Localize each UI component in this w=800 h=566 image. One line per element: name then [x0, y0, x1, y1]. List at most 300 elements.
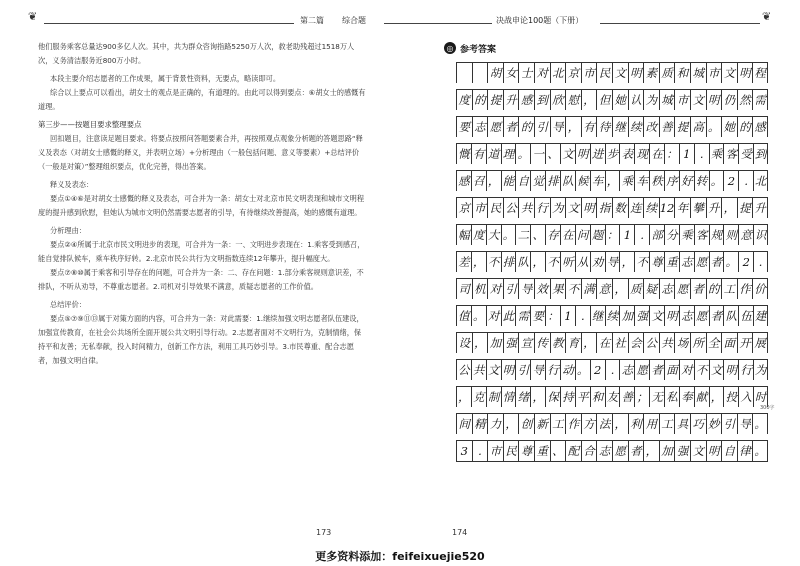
grid-cell: 表: [619, 144, 634, 164]
grid-cell: 提: [487, 90, 503, 110]
grid-cell: 提: [674, 117, 690, 137]
grid-cell: 欣: [550, 90, 566, 110]
grid-cell: 部: [649, 225, 664, 245]
grid-cell: 巧: [690, 414, 706, 434]
grid-cell: 连: [628, 198, 644, 218]
grid-cell: 到: [534, 90, 550, 110]
grid-cell: 的: [706, 279, 722, 299]
grid-cell: 奉: [679, 387, 694, 407]
grid-cell: 3: [456, 441, 472, 461]
grid-cell: 为: [550, 198, 566, 218]
grid-cell: 、: [545, 144, 560, 164]
ornament-left-icon: ❦: [28, 10, 38, 23]
promo-footer: 更多资料添加：feifeixuejie520: [315, 550, 485, 563]
grid-cell: 能: [501, 171, 516, 191]
grid-cell: 利: [628, 414, 644, 434]
grid-cell: 则: [723, 225, 738, 245]
grid-cell: 分: [664, 225, 679, 245]
grid-cell: 加: [487, 333, 503, 353]
grid-cell: 投: [723, 387, 738, 407]
grid-cell: 度: [456, 90, 472, 110]
grid-row: [456, 332, 768, 353]
grid-cell: 。: [723, 252, 738, 272]
grid-cell: 具: [674, 414, 690, 434]
grid-cell: 进: [590, 144, 605, 164]
grid-cell: 无: [649, 387, 664, 407]
grid-cell: 友: [605, 387, 620, 407]
grid-cell: ：: [664, 144, 679, 164]
grid-cell: 需: [752, 90, 768, 110]
grid-row: [456, 251, 768, 272]
grid-cell: 克: [471, 387, 486, 407]
grid-row: [456, 305, 768, 326]
grid-cell: 明: [581, 198, 597, 218]
grid-cell: 强: [674, 441, 690, 461]
grid-cell: 志: [679, 252, 694, 272]
grid-cell: 强: [634, 306, 649, 326]
grid-cell: 愿: [487, 117, 503, 137]
grid-cell: 疑: [643, 279, 659, 299]
grid-cell: 设: [456, 333, 472, 353]
grid-cell: 序: [664, 171, 679, 191]
grid-cell: 果: [550, 279, 566, 299]
grid-cell: 她: [612, 90, 628, 110]
grid-cell: 育: [565, 333, 581, 353]
grid-cell: 认: [628, 90, 644, 110]
grid-cell: 12: [659, 198, 675, 218]
grid-cell: 场: [674, 333, 690, 353]
grid-cell: 继: [612, 117, 628, 137]
grid-cell: 一: [530, 144, 545, 164]
section-interpretation-text: 要点①④⑥是对胡女士感慨的释义及表态，可合并为一条：胡女士对北京市民文明表现和城市文明程度的提升感到欣慰，但她认为城市文明仍然需要志愿者的引导，有待继续改善提高，她的感慨有道理。: [38, 194, 365, 217]
grid-cell: 感: [518, 90, 534, 110]
header-book-title: 决战申论100题（下册）: [496, 16, 584, 25]
grid-cell: 2: [723, 171, 738, 191]
grid-cell: 愿: [694, 252, 709, 272]
grid-cell: 保: [545, 387, 560, 407]
grid-cell: 京: [456, 198, 472, 218]
grid-cell: 平: [575, 387, 590, 407]
grid-cell: 车: [634, 171, 649, 191]
header-rule-right: [600, 23, 760, 24]
grid-cell: 但: [596, 90, 612, 110]
grid-cell: 觉: [530, 171, 545, 191]
grid-cell: 公: [503, 198, 519, 218]
grid-row: [456, 386, 768, 407]
grid-cell: 传: [534, 333, 550, 353]
grid-cell: 市: [706, 63, 722, 83]
grid-cell: 乘: [709, 144, 724, 164]
grid-cell: 者: [709, 252, 724, 272]
grid-cell: 不: [486, 252, 501, 272]
grid-cell: 不: [634, 252, 649, 272]
grid-cell: 明: [664, 306, 679, 326]
grid-cell: 入: [738, 387, 753, 407]
grid-cell: 要: [530, 306, 545, 326]
grid-cell: 升: [503, 90, 519, 110]
grid-cell: 北: [550, 63, 566, 83]
header-section-title: 综合题: [342, 16, 366, 25]
grid-cell: 制: [486, 387, 501, 407]
grid-cell: 满: [581, 279, 597, 299]
grid-cell: 排: [501, 252, 516, 272]
grid-cell: 乘: [619, 171, 634, 191]
grid-cell: 市: [487, 441, 503, 461]
grid-cell: 继: [590, 306, 605, 326]
grid-cell: 价: [752, 279, 768, 299]
grid-cell: 展: [752, 333, 768, 353]
answer-badge-icon: ◎: [444, 42, 456, 54]
grid-cell: 转: [694, 171, 709, 191]
grid-cell: 工: [659, 414, 675, 434]
grid-cell: 秩: [649, 171, 664, 191]
grid-cell: 对: [486, 306, 501, 326]
grid-cell: 1: [560, 306, 575, 326]
grid-cell: 规: [709, 225, 724, 245]
grid-cell: 续: [628, 117, 644, 137]
grid-cell: ：: [545, 306, 560, 326]
grid-cell: ，: [619, 252, 634, 272]
grid-cell: 乘: [679, 225, 694, 245]
grid-cell: 好: [679, 171, 694, 191]
grid-cell: 。: [501, 225, 516, 245]
grid-cell: 度: [471, 225, 486, 245]
grid-cell: 值: [456, 306, 471, 326]
grid-cell: 所: [690, 333, 706, 353]
grid-cell: 力: [487, 414, 503, 434]
grid-cell: 建: [753, 306, 768, 326]
grid-cell: 明: [575, 144, 590, 164]
grid-cell: .: [694, 144, 709, 164]
grid-word-count: 300字: [760, 405, 775, 411]
grid-cell: 到: [753, 144, 768, 164]
grid-cell: ：: [605, 225, 620, 245]
grid-row: [456, 197, 768, 218]
grid-cell: 质: [659, 63, 675, 83]
grid-cell: 会: [628, 333, 644, 353]
grid-cell: 面: [721, 333, 737, 353]
grid-cell: 的: [737, 117, 753, 137]
grid-cell: 共: [518, 198, 534, 218]
grid-cell: 提: [737, 198, 753, 218]
section-interpretation-label: 释义及表态：: [50, 180, 94, 189]
grid-cell: ，: [530, 387, 545, 407]
grid-cell: 志: [472, 117, 488, 137]
grid-cell: 队: [515, 252, 530, 272]
grid-cell: 导: [737, 414, 753, 434]
grid-cell: 不: [694, 360, 709, 380]
grid-cell: 车: [590, 171, 605, 191]
grid-cell: 善: [659, 117, 675, 137]
grid-cell: 和: [590, 387, 605, 407]
grid-row: [456, 89, 768, 110]
grid-cell: 效: [534, 279, 550, 299]
grid-cell: 愿: [694, 306, 709, 326]
grid-cell: 在: [560, 225, 575, 245]
grid-cell: 志: [679, 306, 694, 326]
grid-cell: 女: [503, 63, 519, 83]
grid-row: [456, 143, 768, 164]
grid-cell: 文: [709, 360, 724, 380]
grid-cell: 城: [690, 63, 706, 83]
grid-cell: .: [738, 171, 753, 191]
grid-cell: 需: [515, 306, 530, 326]
header-part: 第二篇: [300, 16, 324, 25]
grid-cell: 二: [515, 225, 530, 245]
grid-cell: 。: [752, 414, 768, 434]
grid-cell: 在: [649, 144, 664, 164]
grid-cell: 加: [659, 441, 675, 461]
grid-cell: 明: [706, 441, 722, 461]
grid-cell: 情: [501, 387, 516, 407]
grid-cell: ，: [612, 414, 628, 434]
section-reasons-text-b: 要点⑦⑧⑩属于乘客和引导存在的问题，可合并为一条：二、存在问题：1.部分乘客规则意识差，不排队，不听从劝导，不尊重志愿者。2.司机对引导效果不满意，质疑志愿者的工作价值。: [38, 268, 364, 291]
grid-cell: 文: [565, 198, 581, 218]
grid-row: [456, 116, 768, 137]
grid-cell: 不: [545, 252, 560, 272]
grid-cell: 1: [619, 225, 634, 245]
grid-cell: 感: [752, 117, 768, 137]
right-page-number: 174: [452, 528, 468, 537]
grid-cell: 的: [518, 117, 534, 137]
grid-cell: .: [575, 306, 590, 326]
grid-cell: ，: [486, 171, 501, 191]
grid-cell: 问: [575, 225, 590, 245]
grid-cell: 方: [581, 414, 597, 434]
grid-cell: ，: [565, 117, 581, 137]
grid-cell: 意: [596, 279, 612, 299]
grid-cell: ，: [471, 252, 486, 272]
grid-cell: 仍: [721, 90, 737, 110]
grid-cell: 待: [596, 117, 612, 137]
grid-cell: ，: [643, 441, 659, 461]
grid-row: [456, 224, 768, 245]
grid-cell: 队: [723, 306, 738, 326]
grid-cell: 者: [690, 279, 706, 299]
grid-cell: 志: [619, 360, 634, 380]
grid-cell: 城: [659, 90, 675, 110]
grid-cell: 道: [486, 144, 501, 164]
grid-cell: 理: [501, 144, 516, 164]
grid-cell: 受: [738, 144, 753, 164]
grid-cell: 文: [560, 144, 575, 164]
grid-cell: 文: [690, 90, 706, 110]
grid-cell: 。: [575, 360, 590, 380]
left-page: [38, 40, 368, 368]
right-page: [444, 40, 774, 56]
grid-cell: 引: [503, 279, 519, 299]
grid-cell: 尊: [518, 441, 534, 461]
grid-cell: .: [472, 441, 488, 461]
grid-cell: 妙: [706, 414, 722, 434]
grid-cell: 绪: [515, 387, 530, 407]
grid-row: [456, 62, 768, 83]
section-evaluation-label: 总结评价：: [50, 300, 86, 309]
grid-cell: 合: [581, 441, 597, 461]
grid-cell: .: [753, 252, 768, 272]
grid-cell: 北: [753, 171, 768, 191]
grid-cell: 自: [721, 441, 737, 461]
grid-cell: 京: [565, 63, 581, 83]
grid-cell: 文: [486, 360, 501, 380]
grid-cell: 对: [679, 360, 694, 380]
grid-cell: 差: [456, 252, 471, 272]
grid-cell: .: [634, 225, 649, 245]
grid-row: [456, 413, 768, 434]
grid-cell: 机: [472, 279, 488, 299]
grid-cell: 慰: [565, 90, 581, 110]
grid-cell: 新: [534, 414, 550, 434]
grid-cell: 。: [752, 441, 768, 461]
grid-cell: 明: [706, 90, 722, 110]
header-rule-middle: [384, 23, 492, 24]
section-reasons-label: 分析理由：: [50, 226, 86, 235]
grid-cell: 行: [738, 360, 753, 380]
step3-heading: 第三步——按题目要求整理要点: [38, 120, 142, 129]
grid-cell: 年: [674, 198, 690, 218]
grid-cell: 引: [534, 117, 550, 137]
grid-cell: 面: [664, 360, 679, 380]
grid-cell: 文: [721, 63, 737, 83]
grid-cell: 召: [471, 171, 486, 191]
grid-cell: 。: [471, 306, 486, 326]
grid-cell: 市: [674, 90, 690, 110]
grid-cell: 尊: [649, 252, 664, 272]
grid-cell: ，: [503, 414, 519, 434]
ornament-right-icon: ❦: [762, 10, 772, 23]
section-evaluation-text: 要点⑤⑦⑨⑪⑬属于对策方面的内容，可合并为一条：对此需要：1.继续加强文明志愿者队伍建设，加强宣传教育，在社会公共场所全面开展公共文明引导行动。2.志愿者面对不文明行为，克制情绪，保持平和友善；无私奉献，投入时间精力，创新工作方法，利用工具巧妙引导。3.市民尊重、配合志愿者，加强文明自律。: [38, 314, 364, 365]
grid-cell: ，: [472, 333, 488, 353]
grid-cell: ，: [581, 333, 597, 353]
grid-cell: 愿: [634, 360, 649, 380]
grid-cell: 强: [503, 333, 519, 353]
grid-cell: 市: [581, 63, 597, 83]
grid-cell: 大: [486, 225, 501, 245]
grid-cell: 为: [643, 90, 659, 110]
grid-cell: 作: [565, 414, 581, 434]
grid-cell: 民: [503, 441, 519, 461]
grid-cell: ，: [709, 387, 724, 407]
grid-cell: ，: [530, 252, 545, 272]
grid-cell: 时: [753, 387, 768, 407]
grid-cell: 慨: [456, 144, 471, 164]
grid-cell: 加: [619, 306, 634, 326]
grid-cell: 导: [530, 360, 545, 380]
grid-cell: 然: [737, 90, 753, 110]
grid-cell: 1: [679, 144, 694, 164]
grid-cell: 她: [721, 117, 737, 137]
grid-cell: 指: [596, 198, 612, 218]
grid-cell: 对: [534, 63, 550, 83]
grid-cell: 共: [471, 360, 486, 380]
grid-cell: 续: [605, 306, 620, 326]
grid-cell: [456, 63, 472, 83]
grid-cell: ；: [634, 387, 649, 407]
grid-cell: 民: [596, 63, 612, 83]
grid-cell: 献: [694, 387, 709, 407]
grid-cell: .: [605, 360, 620, 380]
grid-cell: 客: [694, 225, 709, 245]
grid-cell: 开: [737, 333, 753, 353]
grid-cell: 现: [634, 144, 649, 164]
grid-cell: 导: [605, 252, 620, 272]
grid-cell: 士: [518, 63, 534, 83]
page-header: [0, 0, 800, 36]
grid-cell: 教: [550, 333, 566, 353]
grid-cell: 用: [643, 414, 659, 434]
grid-cell: 工: [550, 414, 566, 434]
grid-cell: 行: [545, 360, 560, 380]
grid-cell: 升: [706, 198, 722, 218]
grid-cell: 行: [534, 198, 550, 218]
grid-cell: 导: [550, 117, 566, 137]
grid-cell: 素: [643, 63, 659, 83]
grid-cell: 志: [659, 279, 675, 299]
grid-cell: 文: [649, 306, 664, 326]
grid-cell: 法: [596, 414, 612, 434]
left-paragraph-3: 综合以上要点可以看出，胡女士的观点是正确的，有道理的。由此可以得到要点：⑥胡女士的感慨有道理。: [38, 88, 366, 111]
left-paragraph-2: 本段主要介绍志愿者的工作成果，属于背景性资料，无要点，略读即可。: [50, 74, 281, 83]
grid-cell: 、: [530, 225, 545, 245]
grid-cell: 重: [534, 441, 550, 461]
grid-cell: 明: [628, 63, 644, 83]
grid-cell: 的: [472, 90, 488, 110]
answer-title: 参考答案: [460, 44, 497, 55]
grid-cell: 。: [706, 117, 722, 137]
grid-cell: 愿: [612, 441, 628, 461]
grid-cell: 存: [545, 225, 560, 245]
grid-cell: 2: [590, 360, 605, 380]
grid-cell: 和: [674, 63, 690, 83]
grid-cell: 律: [737, 441, 753, 461]
grid-cell: 间: [456, 414, 472, 434]
grid-cell: 引: [515, 360, 530, 380]
grid-cell: 从: [575, 252, 590, 272]
grid-cell: ，: [612, 279, 628, 299]
grid-cell: 有: [471, 144, 486, 164]
grid-cell: 改: [643, 117, 659, 137]
grid-cell: 此: [501, 306, 516, 326]
grid-cell: 志: [596, 441, 612, 461]
grid-cell: 质: [628, 279, 644, 299]
grid-row: [456, 278, 768, 299]
grid-cell: 作: [737, 279, 753, 299]
grid-cell: 私: [664, 387, 679, 407]
grid-cell: ，: [456, 387, 471, 407]
grid-cell: 民: [487, 198, 503, 218]
grid-cell: 不: [565, 279, 581, 299]
grid-row: [456, 440, 768, 462]
grid-cell: 动: [560, 360, 575, 380]
grid-cell: 幅: [456, 225, 471, 245]
grid-row: [456, 170, 768, 191]
grid-cell: 创: [518, 414, 534, 434]
grid-cell: 高: [690, 117, 706, 137]
grid-cell: 续: [643, 198, 659, 218]
grid-cell: 持: [560, 387, 575, 407]
grid-cell: 胡: [487, 63, 503, 83]
section-reasons-text-a: 要点②④所属于北京市民文明进步的表现，可合并为一条：一、文明进步表现在：1.乘客受到感召，能自觉排队候车，乘车秩序好转。2.北京市民公共行为文明指数连续12年攀升，提升幅度大。: [38, 240, 365, 263]
grid-cell: 2: [738, 252, 753, 272]
grid-cell: 识: [753, 225, 768, 245]
grid-cell: 文: [690, 441, 706, 461]
grid-cell: 数: [612, 198, 628, 218]
grid-cell: 者: [649, 360, 664, 380]
grid-cell: 明: [501, 360, 516, 380]
grid-cell: 司: [456, 279, 472, 299]
grid-cell: 重: [664, 252, 679, 272]
grid-cell: 要: [456, 117, 472, 137]
